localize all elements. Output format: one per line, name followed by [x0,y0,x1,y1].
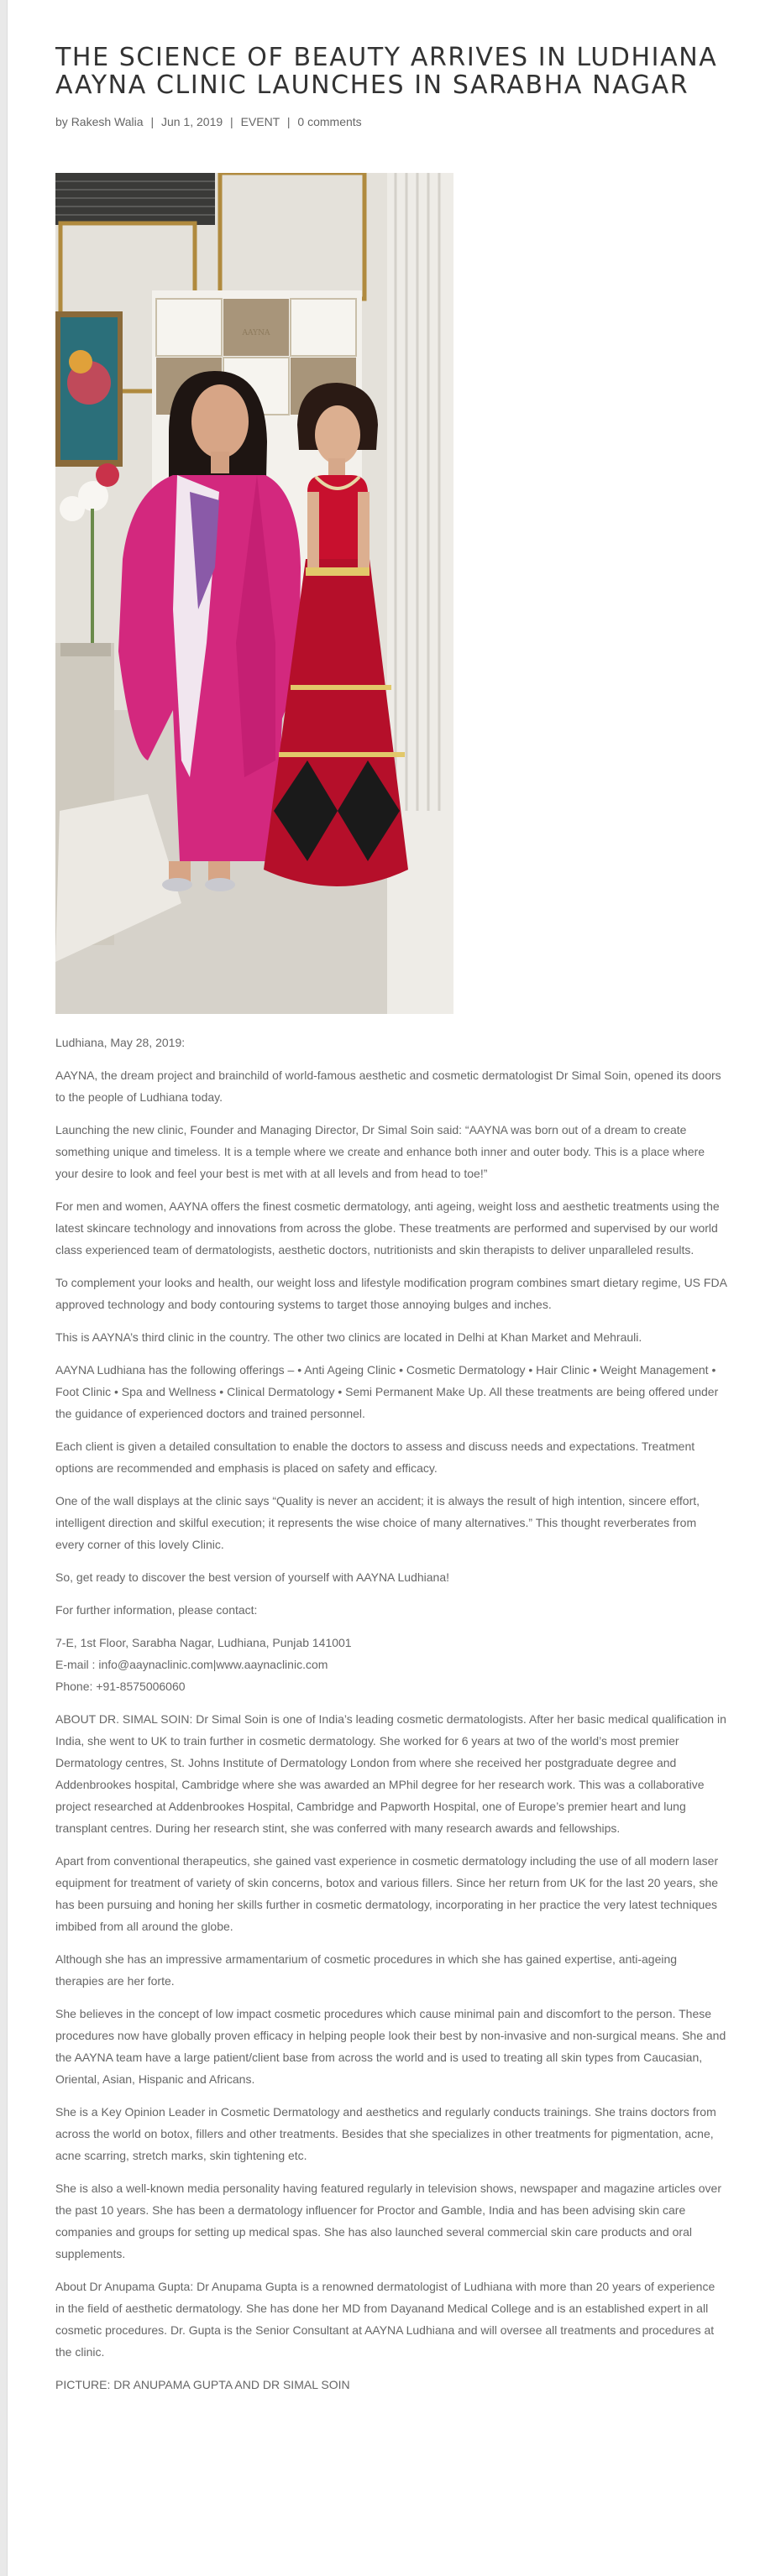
body-paragraph: AAYNA, the dream project and brainchild of world-famous aesthetic and cosmetic dermatologist Dr Simal Soin, opened its doors to the people of Ludhiana today. [55,1069,721,1104]
meta-separator: | [286,115,291,128]
body-paragraph: To complement your looks and health, our weight loss and lifestyle modification program combines smart dietary regime, US FDA approved technology and body contouring systems to target those annoying bulges and inches. [55,1276,727,1311]
bio-paragraph: She believes in the concept of low impact cosmetic procedures which cause minimal pain and discomfort to the person. These procedures now have globally proven efficacy in helping people look their best by non-invasive and non-surgical means. She and the AAYNA team have a large patient/client base from across the world and is used to treating all skin types from Caucasian, Oriental, Asian, Hispanic and Africans. [55,2007,726,2086]
post-title-line-2: AAYNA CLINIC LAUNCHES IN SARABHA NAGAR [55,71,689,100]
dateline: Ludhiana, May 28, 2019: [55,1036,186,1049]
blog-post [55,43,727,2391]
post-title-line-1: THE SCIENCE OF BEAUTY ARRIVES IN LUDHIANA [55,43,718,72]
post-title [55,44,727,99]
author-link[interactable]: Rakesh Walia [71,115,144,128]
body-paragraph: Launching the new clinic, Founder and Managing Director, Dr Simal Soin said: “AAYNA was born out of a dream to create something unique and timeless. It is a temple where we create and enhance both inner and outer body. This is a place where your desire to look and feel your best is met with at all levels and from head to toe!” [55,1123,705,1180]
bio-paragraph: She is a Key Opinion Leader in Cosmetic Dermatology and aesthetics and regularly conducts trainings. She trains doctors from across the world on botox, fillers and other treatments. Besides that she specializes in other treatments for pigmentation, acne, acne scarring, stretch marks, skin tightening etc. [55,2105,716,2162]
body-paragraph: So, get ready to discover the best version of yourself with AAYNA Ludhiana! [55,1570,450,1584]
bio-paragraph: ABOUT DR. SIMAL SOIN: Dr Simal Soin is one of India’s leading cosmetic dermatologists. After her basic medical qualification in India, she went to UK to train further in cosmetic dermatology. She worked for 6 years at two of the world’s most premier Dermatology centres, St. Johns Institute of Dermatology London from where she received her postgraduate degree and Addenbrookes hospital, Cambridge where she was awarded an MPhil degree for her research work. This was a collaborative project researched at Addenbrookes Hospital, Cambridge and Papworth Hospital, one of Europe’s premier heart and lung transplant centres. During her research stint, she was conferred with many research awards and fellowships. [55,1712,726,1835]
page-left-rail [0,0,8,2576]
body-paragraph: One of the wall displays at the clinic says “Quality is never an accident; it is always the result of high intention, sincere effort, intelligent direction and skilful execution; it represents the wise choice of many alternatives.” This thought reverberates from every corner of this lovely Clinic. [55,1494,700,1551]
meta-separator: | [230,115,233,128]
meta-separator: | [150,115,155,128]
post-content [55,1032,727,2406]
bio-paragraph: About Dr Anupama Gupta: Dr Anupama Gupta is a renowned dermatologist of Ludhiana with more than 20 years of experience in the field of aesthetic dermatology. She has done her MD from Dayanand Medical College and is an established expert in all cosmetic procedures. Dr. Gupta is the Senior Consultant at AAYNA Ludhiana and will oversee all treatments and procedures at the clinic. [55,2280,715,2359]
category-link[interactable]: EVENT [240,115,280,128]
contact-phone: Phone: +91-8575006060 [55,1680,186,1693]
body-paragraph: This is AAYNA’s third clinic in the country. The other two clinics are located in Delhi at Khan Market and Mehrauli. [55,1330,642,1344]
post-featured-photo [55,173,453,1014]
body-paragraph: For men and women, AAYNA offers the finest cosmetic dermatology, anti ageing, weight loss and aesthetic treatments using the latest skincare technology and innovations from across the globe. These treatments are performed and supervised by our world class experienced team of dermatologists, aesthetic doctors, nutritionists and skin therapists to deliver unparalleled results. [55,1199,720,1257]
comments-link[interactable]: 0 comments [297,115,362,128]
contact-email: E-mail : info@aaynaclinic.com|www.aaynaclinic.com [55,1658,328,1671]
photo-caption: PICTURE: DR ANUPAMA GUPTA AND DR SIMAL SOIN [55,2378,350,2391]
contact-address: 7-E, 1st Floor, Sarabha Nagar, Ludhiana, Punjab 141001 [55,1636,352,1649]
meta-by: by [55,115,68,128]
body-paragraph: AAYNA Ludhiana has the following offerings – • Anti Ageing Clinic • Cosmetic Dermatology • Hair Clinic • Weight Management • Foot Clinic • Spa and Wellness • Clinical Dermatology • Semi Permanent Make Up. All these treatments are being offered under the guidance of experienced doctors and trained personnel. [55,1363,719,1420]
body-paragraph: For further information, please contact: [55,1603,258,1617]
bio-paragraph: She is also a well-known media personality having featured regularly in television shows, newspaper and magazine articles over the past 10 years. She has been a dermatology influencer for Proctor and Gamble, India and has been advising skin care companies and groups for setting up medical spas. She has also launched several commercial skin care products and oral supplements. [55,2182,721,2260]
bio-paragraph: Apart from conventional therapeutics, she gained vast experience in cosmetic dermatology including the use of all modern laser equipment for treatment of variety of skin concerns, botox and various fillers. Since her return from UK for the last 20 years, she has been pursuing and honing her skills further in cosmetic dermatology, incorporating in her practice the very latest techniques imbibed from all around the globe. [55,1854,719,1933]
bio-paragraph: Although she has an impressive armamentarium of cosmetic procedures in which she has gained expertise, anti-ageing therapies are her forte. [55,1952,678,1988]
post-meta [55,114,727,129]
post-date: Jun 1, 2019 [160,115,223,128]
backdrop-banner-text: AAYNA [242,329,270,337]
body-paragraph: Each client is given a detailed consultation to enable the doctors to assess and discuss needs and expectations. Treatment options are recommended and emphasis is placed on safety and efficacy. [55,1440,695,1475]
